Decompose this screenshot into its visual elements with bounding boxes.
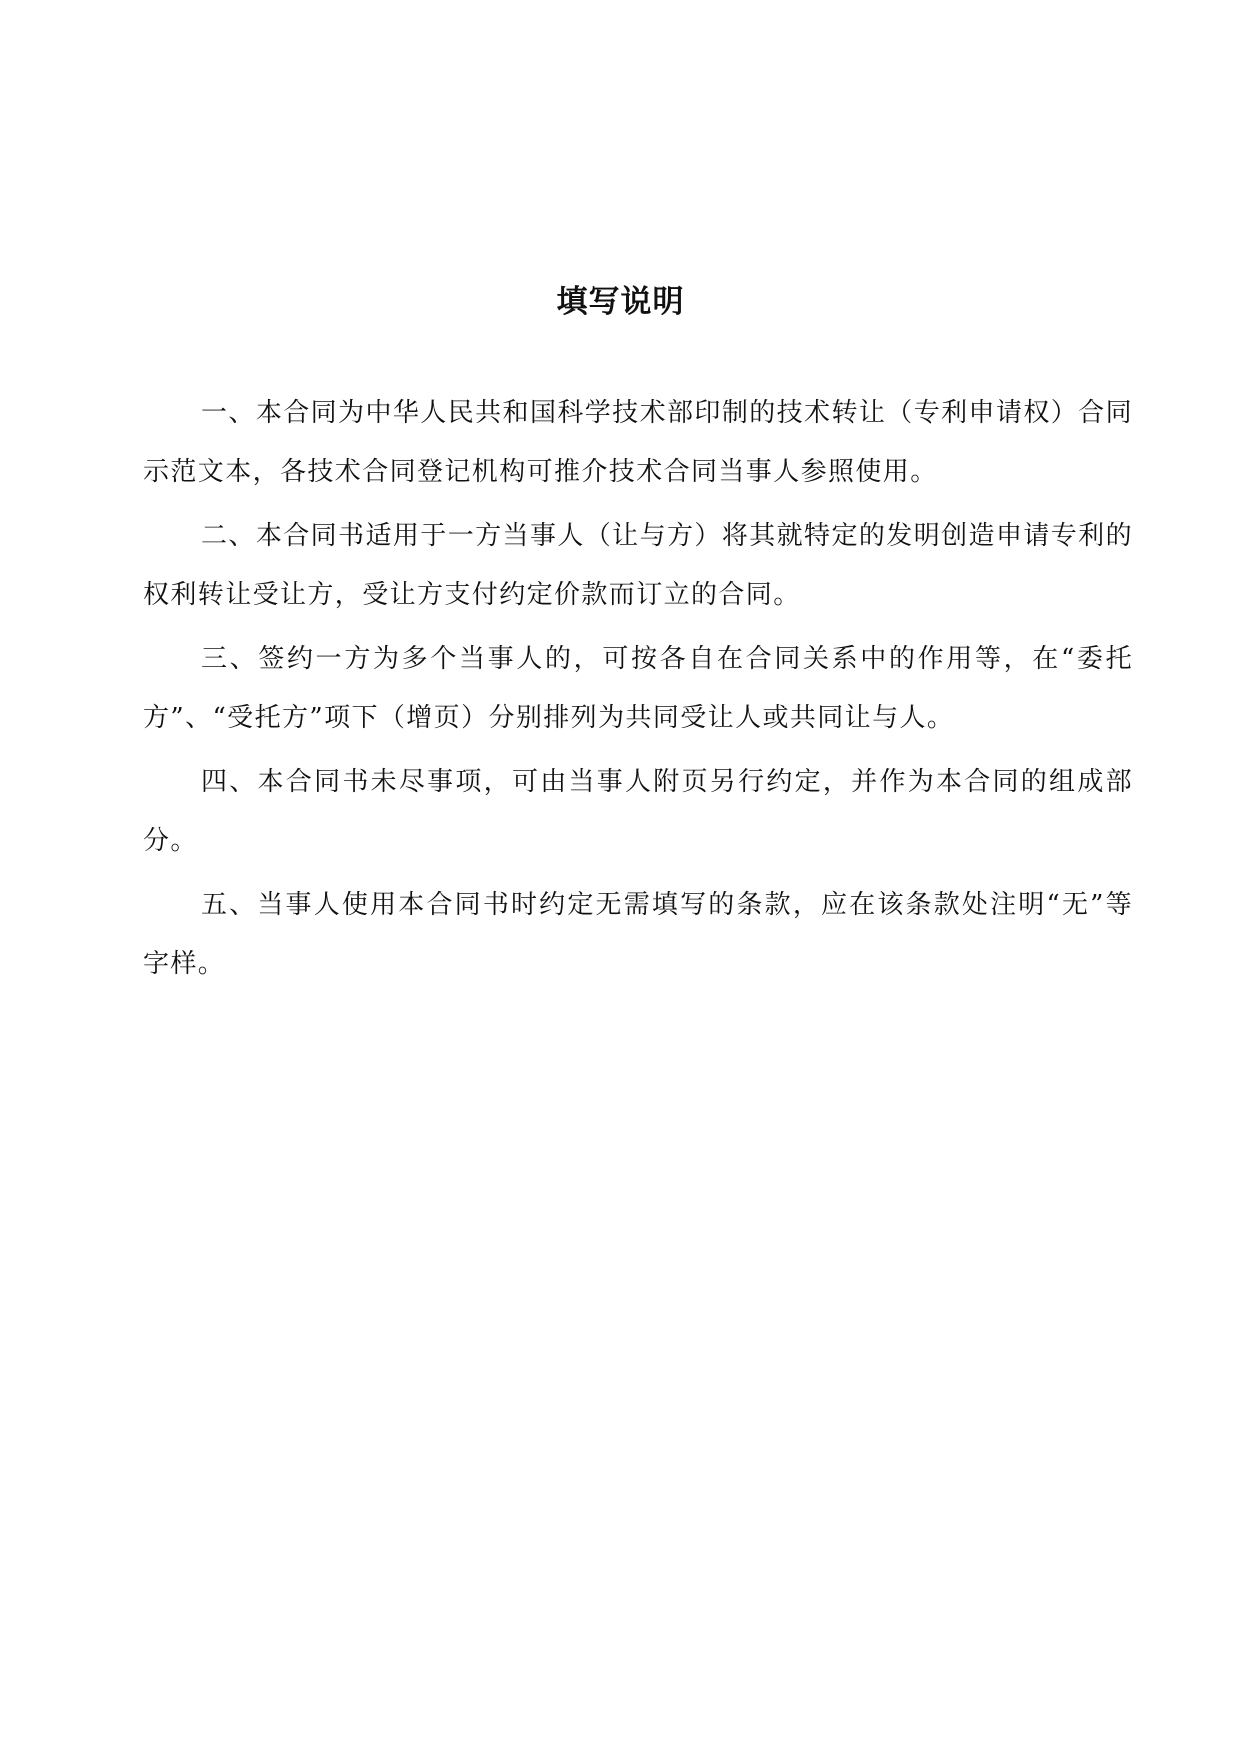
instructions-body [143, 384, 1133, 999]
page-title: 填写说明 [556, 284, 685, 320]
instruction-paragraph-2: 二、本合同书适用于一方当事人（让与方）将其就特定的发明创造申请专利的权利转让受让方，受让方支付约定价款而订立的合同。 [143, 521, 1133, 610]
instruction-paragraph-3: 三、签约一方为多个当事人的，可按各自在合同关系中的作用等，在“委托方”、“受托方”项下（增页）分别排列为共同受让人或共同让与人。 [143, 644, 1133, 733]
instruction-paragraph-1: 一、本合同为中华人民共和国科学技术部印制的技术转让（专利申请权）合同示范文本，各技术合同登记机构可推介技术合同当事人参照使用。 [143, 398, 1133, 487]
instruction-paragraph-5: 五、当事人使用本合同书时约定无需填写的条款，应在该条款处注明“无”等字样。 [143, 890, 1133, 979]
instruction-paragraph-4: 四、本合同书未尽事项，可由当事人附页另行约定，并作为本合同的组成部分。 [143, 767, 1133, 856]
